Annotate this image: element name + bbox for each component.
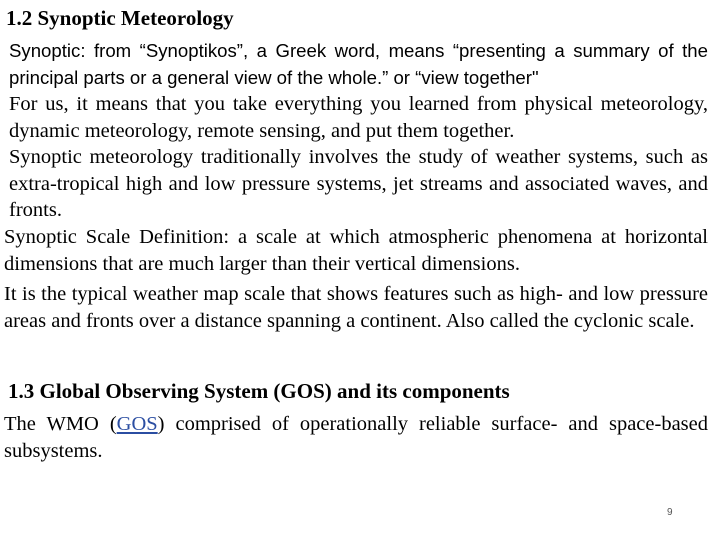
synoptic-definition-paragraph: [9, 38, 708, 91]
wmo-text-before-link: The WMO (: [4, 413, 117, 435]
traditional-study-paragraph: Synoptic meteorology traditionally involves the study of weather systems, such as extra-tropical high and low pressure systems, jet streams and associated waves, and fronts.: [9, 146, 708, 222]
section-heading-global-observing-system: 1.3 Global Observing System (GOS) and its components: [8, 379, 510, 403]
synoptic-term: Synoptic: [9, 40, 81, 61]
for-us-paragraph: For us, it means that you take everything you learned from physical meteorology, dynamic meteorology, remote sensing, and put them together.: [9, 93, 708, 142]
page-number: 9: [667, 507, 673, 518]
weather-map-scale-paragraph: It is the typical weather map scale that shows features such as high- and low pressure areas and fronts over a distance spanning a continent. Also called the cyclonic scale.: [4, 283, 708, 332]
wmo-gos-paragraph: [4, 411, 708, 464]
gos-link[interactable]: GOS: [116, 413, 158, 435]
synoptic-definition-text: : from “Synoptikos”, a Greek word, means “presenting a summary of the principal parts or a general view of the whole.” or “view together": [9, 40, 708, 88]
wmo-text-after-link: ) comprised of operationally reliable surface- and space-based subsystems.: [4, 413, 708, 462]
section-heading-synoptic-meteorology: 1.2 Synoptic Meteorology: [6, 6, 234, 30]
synoptic-scale-definition-paragraph: Synoptic Scale Definition: a scale at which atmospheric phenomena at horizontal dimensions that are much larger than their vertical dimensions.: [4, 226, 708, 275]
